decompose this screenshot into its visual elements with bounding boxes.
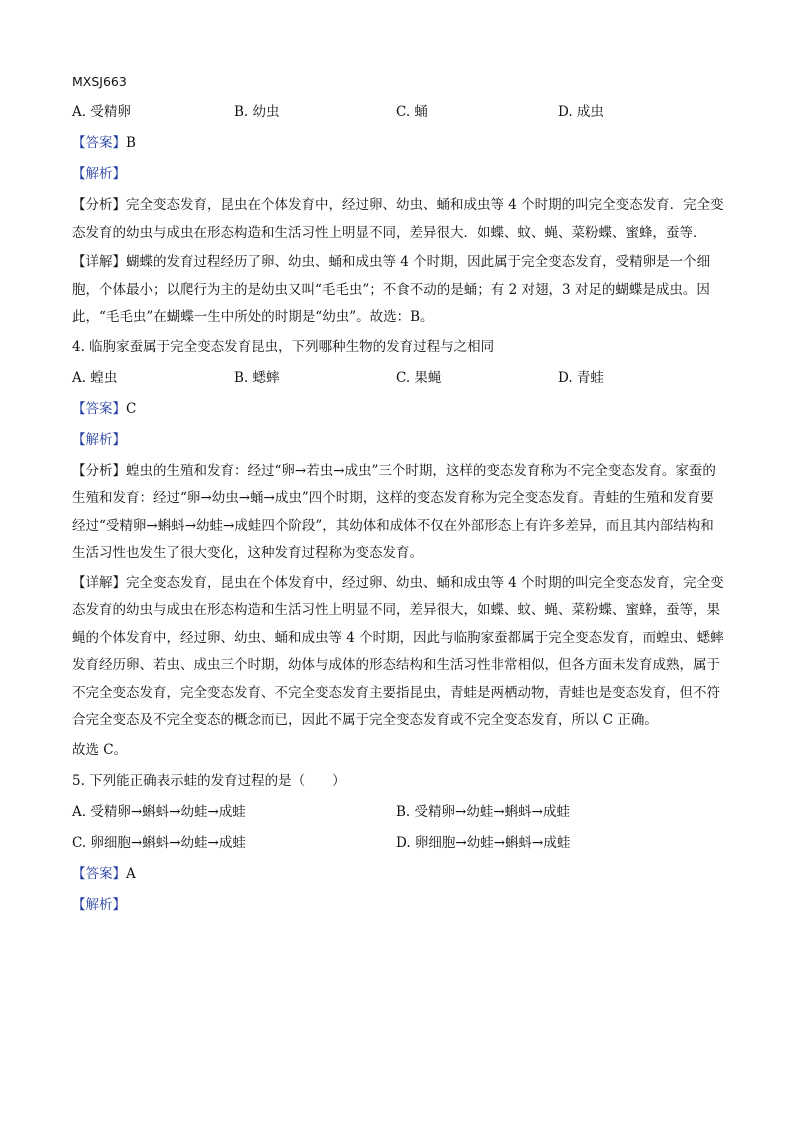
xiangjie-label: 【详解】: [72, 574, 126, 591]
q3-option-c: C. 蛹: [396, 104, 428, 120]
q5-options-row2: [72, 828, 724, 859]
fenxi-text: 完全变态发育，昆虫在个体发育中，经过卵、幼虫、蛹和成虫等 4 个时期的叫完全变态发育．完全变态发育的幼虫与成虫在形态构造和生活习性上明显不同，差异很大．如蝶、蚊、蝇、菜粉蝶、蜜蜂，蚕等．: [72, 197, 724, 241]
q4-conclusion: 故选 C。: [72, 741, 128, 758]
answer-label: 【答案】: [72, 400, 126, 417]
header-code: MXSJ663: [72, 74, 127, 89]
answer-value: B: [126, 135, 136, 151]
q3-fenxi: [72, 192, 724, 247]
answer-value: C: [126, 400, 137, 417]
q4-option-c: C. 果蝇: [396, 369, 442, 386]
xiangjie-text: 完全变态发育，昆虫在个体发育中，经过卵、幼虫、蛹和成虫等 4 个时期的叫完全变态发育，完全变态发育的幼虫与成虫在形态构造和生活习性上明显不同，差异很大，如蝶、蚊、蝇、菜粉蝶、蜜蜂，蚕等，果蝇的个体发育中，经过卵、幼虫、蛹和成虫等 4 个时期，因此与临朐家蚕都属于完全变态发育，而蝗虫、蟋蟀发育经历卵、若虫、成虫三个时期，幼体与成体的形态结构和生活习性非常相似，但各方面未发育成熟，属于不完全变态发育，完全变态发育、不完全变态发育主要指昆虫，青蛙是两栖动物，青蛙也是变态发育，但不符合完全变态及不完全变态的概念而已，因此不属于完全变态发育或不完全变态发育，所以 C 正确。: [72, 574, 724, 728]
q5-option-a: A. 受精卵→蝌蚪→幼蛙→成蛙: [72, 803, 246, 820]
q4-option-b: B. 蟋蟀: [234, 369, 280, 386]
q4-fenxi: [72, 458, 724, 568]
q3-xiangjie: [72, 249, 724, 332]
q5-option-c: C. 卵细胞→蝌蚪→幼蛙→成蛙: [72, 834, 246, 851]
q5-analysis-label: 【解析】: [72, 896, 126, 913]
q4-analysis-label: 【解析】: [72, 431, 126, 448]
answer-label: 【答案】: [72, 135, 126, 151]
q3-analysis-label: 【解析】: [72, 166, 126, 182]
q3-option-d: D. 成虫: [558, 104, 604, 120]
q4-options: [72, 363, 724, 394]
q3-option-a: A. 受精卵: [72, 104, 131, 120]
q5-stem: 5. 下列能正确表示蛙的发育过程的是（ ）: [72, 772, 346, 789]
fenxi-text: 蝗虫的生殖和发育：经过“卵→若虫→成虫”三个时期，这样的变态发育称为不完全变态发育。家蚕的生殖和发育：经过“卵→幼虫→蛹→成虫”四个时期，这样的变态发育称为完全变态发育。青蛙的生殖和发育要经过“受精卵→蝌蚪→幼蛙→成蛙四个阶段”，其幼体和成体不仅在外部形态上有许多差异，而且其内部结构和生活习性也发生了很大变化，这种发育过程称为变态发育。: [72, 462, 716, 561]
q4-option-d: D. 青蛙: [558, 369, 604, 386]
xiangjie-label: 【详解】: [72, 254, 126, 270]
q4-xiangjie: [72, 570, 724, 735]
q4-stem: 4. 临朐家蚕属于完全变态发育昆虫，下列哪种生物的发育过程与之相同: [72, 338, 495, 355]
q3-options: [72, 97, 724, 128]
document-page: [72, 66, 724, 921]
fenxi-label: 【分析】: [72, 462, 126, 479]
answer-label: 【答案】: [72, 865, 126, 882]
q3-answer: [72, 128, 724, 159]
q4-answer: [72, 394, 724, 425]
q5-option-b: B. 受精卵→幼蛙→蝌蚪→成蛙: [396, 803, 570, 820]
fenxi-label: 【分析】: [72, 197, 126, 213]
q4-option-a: A. 蝗虫: [72, 369, 118, 386]
q3-option-b: B. 幼虫: [234, 104, 280, 120]
q5-options-row1: [72, 797, 724, 828]
answer-value: A: [126, 865, 136, 882]
q5-option-d: D. 卵细胞→幼蛙→蝌蚪→成蛙: [396, 834, 571, 851]
q5-answer: [72, 859, 724, 890]
xiangjie-text: 蝴蝶的发育过程经历了卵、幼虫、蛹和成虫等 4 个时期，因此属于完全变态发育，受精卵是一个细胞，个体最小；以爬行为主的是幼虫又叫“毛毛虫”；不食不动的是蛹；有 2 对翅，3 对足的蝴蝶是成虫。因此，“毛毛虫”在蝴蝶一生中所处的时期是“幼虫”。故选：B。: [72, 254, 711, 325]
